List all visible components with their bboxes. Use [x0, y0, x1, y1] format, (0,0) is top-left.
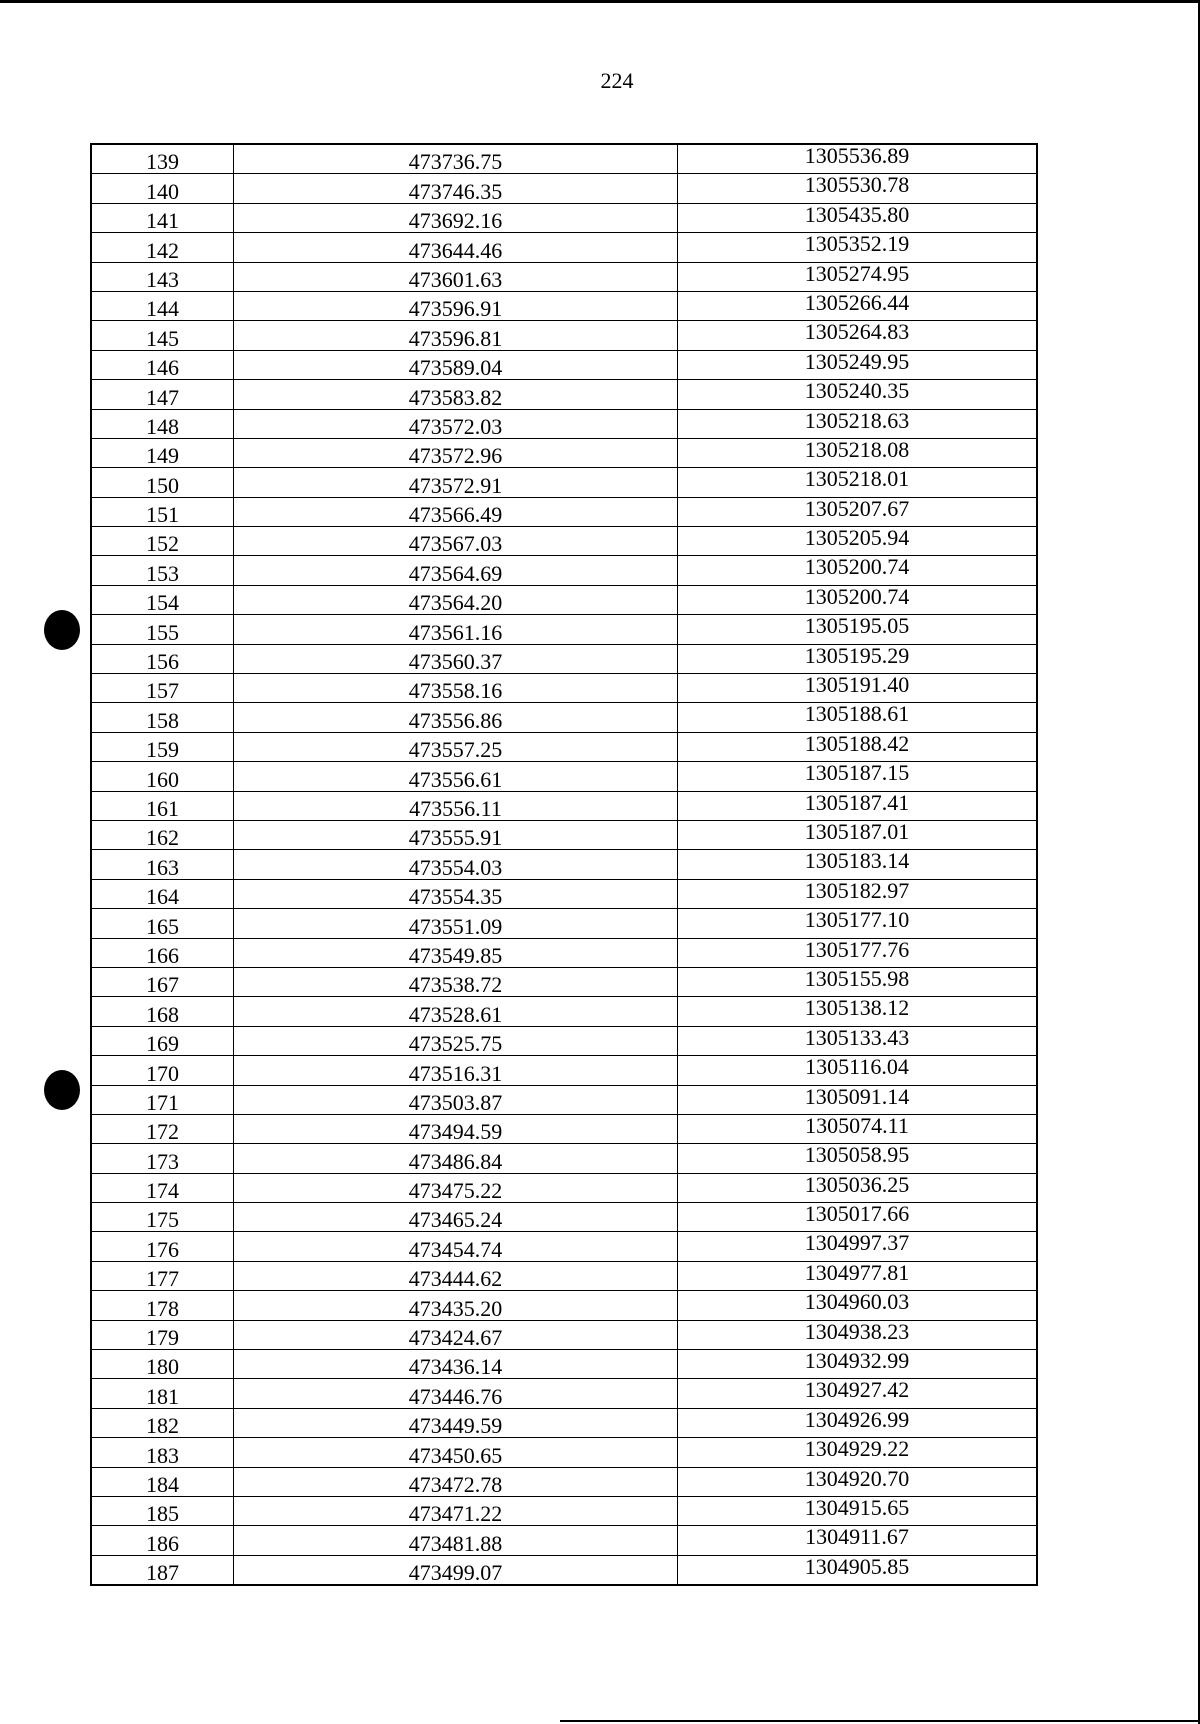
table-row [91, 997, 1037, 1026]
x-coordinate-cell: 473572.91 [234, 468, 678, 497]
y-coordinate-cell: 1305187.15 [678, 762, 1038, 791]
table-row [91, 1555, 1037, 1585]
bottom-edge-line [560, 1720, 1200, 1722]
y-coordinate-cell: 1305218.63 [678, 409, 1038, 438]
x-coordinate-cell: 473549.85 [234, 938, 678, 967]
table-row [91, 967, 1037, 996]
y-coordinate-cell: 1305188.42 [678, 732, 1038, 761]
table-row [91, 291, 1037, 320]
table-row [91, 938, 1037, 967]
x-coordinate-cell: 473475.22 [234, 1173, 678, 1202]
table-row [91, 1232, 1037, 1261]
y-coordinate-cell: 1305188.61 [678, 703, 1038, 732]
table-row [91, 1467, 1037, 1496]
table-row [91, 233, 1037, 262]
point-number-cell: 161 [91, 791, 234, 820]
point-number-cell: 175 [91, 1203, 234, 1232]
y-coordinate-cell: 1305155.98 [678, 967, 1038, 996]
y-coordinate-cell: 1305274.95 [678, 262, 1038, 291]
point-number-cell: 186 [91, 1526, 234, 1555]
point-number-cell: 173 [91, 1144, 234, 1173]
y-coordinate-cell: 1304997.37 [678, 1232, 1038, 1261]
x-coordinate-cell: 473566.49 [234, 497, 678, 526]
table-row [91, 438, 1037, 467]
x-coordinate-cell: 473556.11 [234, 791, 678, 820]
y-coordinate-cell: 1305249.95 [678, 350, 1038, 379]
x-coordinate-cell: 473471.22 [234, 1496, 678, 1525]
y-coordinate-cell: 1305177.76 [678, 938, 1038, 967]
point-number-cell: 145 [91, 321, 234, 350]
table-row [91, 644, 1037, 673]
y-coordinate-cell: 1304911.67 [678, 1526, 1038, 1555]
y-coordinate-cell: 1305036.25 [678, 1173, 1038, 1202]
table-row [91, 1056, 1037, 1085]
x-coordinate-cell: 473557.25 [234, 732, 678, 761]
x-coordinate-cell: 473516.31 [234, 1056, 678, 1085]
x-coordinate-cell: 473444.62 [234, 1261, 678, 1290]
coordinates-table [90, 143, 1038, 1586]
table-row [91, 1026, 1037, 1055]
table-row [91, 762, 1037, 791]
y-coordinate-cell: 1305200.74 [678, 585, 1038, 614]
x-coordinate-cell: 473564.69 [234, 556, 678, 585]
x-coordinate-cell: 473450.65 [234, 1438, 678, 1467]
x-coordinate-cell: 473561.16 [234, 615, 678, 644]
point-number-cell: 187 [91, 1555, 234, 1585]
x-coordinate-cell: 473601.63 [234, 262, 678, 291]
x-coordinate-cell: 473560.37 [234, 644, 678, 673]
point-number-cell: 179 [91, 1320, 234, 1349]
x-coordinate-cell: 473424.67 [234, 1320, 678, 1349]
table-row [91, 1379, 1037, 1408]
punch-hole [44, 610, 80, 650]
y-coordinate-cell: 1304915.65 [678, 1496, 1038, 1525]
table-row [91, 556, 1037, 585]
x-coordinate-cell: 473446.76 [234, 1379, 678, 1408]
y-coordinate-cell: 1305183.14 [678, 850, 1038, 879]
point-number-cell: 140 [91, 174, 234, 203]
y-coordinate-cell: 1304960.03 [678, 1291, 1038, 1320]
table-row [91, 1526, 1037, 1555]
y-coordinate-cell: 1305191.40 [678, 674, 1038, 703]
y-coordinate-cell: 1304905.85 [678, 1555, 1038, 1585]
point-number-cell: 167 [91, 967, 234, 996]
point-number-cell: 156 [91, 644, 234, 673]
x-coordinate-cell: 473554.03 [234, 850, 678, 879]
point-number-cell: 152 [91, 527, 234, 556]
table-row [91, 1496, 1037, 1525]
y-coordinate-cell: 1305058.95 [678, 1144, 1038, 1173]
y-coordinate-cell: 1305074.11 [678, 1114, 1038, 1143]
x-coordinate-cell: 473503.87 [234, 1085, 678, 1114]
table-row [91, 820, 1037, 849]
y-coordinate-cell: 1305264.83 [678, 321, 1038, 350]
table-row [91, 380, 1037, 409]
point-number-cell: 150 [91, 468, 234, 497]
x-coordinate-cell: 473572.96 [234, 438, 678, 467]
point-number-cell: 153 [91, 556, 234, 585]
y-coordinate-cell: 1305182.97 [678, 879, 1038, 908]
point-number-cell: 165 [91, 909, 234, 938]
point-number-cell: 170 [91, 1056, 234, 1085]
y-coordinate-cell: 1304927.42 [678, 1379, 1038, 1408]
x-coordinate-cell: 473435.20 [234, 1291, 678, 1320]
table-row [91, 262, 1037, 291]
x-coordinate-cell: 473556.86 [234, 703, 678, 732]
x-coordinate-cell: 473538.72 [234, 967, 678, 996]
table-row [91, 321, 1037, 350]
x-coordinate-cell: 473465.24 [234, 1203, 678, 1232]
x-coordinate-cell: 473454.74 [234, 1232, 678, 1261]
table-row [91, 732, 1037, 761]
coordinates-table-body [91, 144, 1037, 1585]
x-coordinate-cell: 473736.75 [234, 144, 678, 174]
point-number-cell: 164 [91, 879, 234, 908]
table-row [91, 1438, 1037, 1467]
point-number-cell: 155 [91, 615, 234, 644]
x-coordinate-cell: 473494.59 [234, 1114, 678, 1143]
x-coordinate-cell: 473554.35 [234, 879, 678, 908]
x-coordinate-cell: 473528.61 [234, 997, 678, 1026]
x-coordinate-cell: 473558.16 [234, 674, 678, 703]
x-coordinate-cell: 473436.14 [234, 1350, 678, 1379]
y-coordinate-cell: 1305218.08 [678, 438, 1038, 467]
y-coordinate-cell: 1305536.89 [678, 144, 1038, 174]
table-row [91, 144, 1037, 174]
y-coordinate-cell: 1305195.29 [678, 644, 1038, 673]
point-number-cell: 163 [91, 850, 234, 879]
point-number-cell: 168 [91, 997, 234, 1026]
punch-hole [44, 1070, 80, 1110]
x-coordinate-cell: 473583.82 [234, 380, 678, 409]
y-coordinate-cell: 1305195.05 [678, 615, 1038, 644]
point-number-cell: 184 [91, 1467, 234, 1496]
point-number-cell: 142 [91, 233, 234, 262]
y-coordinate-cell: 1305200.74 [678, 556, 1038, 585]
y-coordinate-cell: 1305207.67 [678, 497, 1038, 526]
x-coordinate-cell: 473556.61 [234, 762, 678, 791]
table-row [91, 674, 1037, 703]
y-coordinate-cell: 1304932.99 [678, 1350, 1038, 1379]
y-coordinate-cell: 1305138.12 [678, 997, 1038, 1026]
point-number-cell: 139 [91, 144, 234, 174]
x-coordinate-cell: 473486.84 [234, 1144, 678, 1173]
y-coordinate-cell: 1305352.19 [678, 233, 1038, 262]
y-coordinate-cell: 1305205.94 [678, 527, 1038, 556]
table-row [91, 174, 1037, 203]
x-coordinate-cell: 473746.35 [234, 174, 678, 203]
table-row [91, 585, 1037, 614]
point-number-cell: 166 [91, 938, 234, 967]
point-number-cell: 160 [91, 762, 234, 791]
y-coordinate-cell: 1305091.14 [678, 1085, 1038, 1114]
x-coordinate-cell: 473589.04 [234, 350, 678, 379]
y-coordinate-cell: 1305435.80 [678, 203, 1038, 232]
table-row [91, 527, 1037, 556]
point-number-cell: 185 [91, 1496, 234, 1525]
table-row [91, 1350, 1037, 1379]
point-number-cell: 146 [91, 350, 234, 379]
table-row [91, 879, 1037, 908]
y-coordinate-cell: 1304926.99 [678, 1408, 1038, 1437]
table-row [91, 350, 1037, 379]
x-coordinate-cell: 473596.81 [234, 321, 678, 350]
table-row [91, 1291, 1037, 1320]
x-coordinate-cell: 473572.03 [234, 409, 678, 438]
point-number-cell: 158 [91, 703, 234, 732]
table-row [91, 203, 1037, 232]
point-number-cell: 178 [91, 1291, 234, 1320]
x-coordinate-cell: 473644.46 [234, 233, 678, 262]
x-coordinate-cell: 473596.91 [234, 291, 678, 320]
point-number-cell: 149 [91, 438, 234, 467]
point-number-cell: 177 [91, 1261, 234, 1290]
y-coordinate-cell: 1305530.78 [678, 174, 1038, 203]
y-coordinate-cell: 1305187.41 [678, 791, 1038, 820]
y-coordinate-cell: 1305133.43 [678, 1026, 1038, 1055]
table-row [91, 1203, 1037, 1232]
point-number-cell: 147 [91, 380, 234, 409]
table-row [91, 409, 1037, 438]
point-number-cell: 171 [91, 1085, 234, 1114]
point-number-cell: 141 [91, 203, 234, 232]
point-number-cell: 174 [91, 1173, 234, 1202]
y-coordinate-cell: 1305266.44 [678, 291, 1038, 320]
table-row [91, 1114, 1037, 1143]
table-row [91, 703, 1037, 732]
table-row [91, 468, 1037, 497]
point-number-cell: 148 [91, 409, 234, 438]
table-row [91, 1144, 1037, 1173]
point-number-cell: 172 [91, 1114, 234, 1143]
x-coordinate-cell: 473564.20 [234, 585, 678, 614]
table-row [91, 1320, 1037, 1349]
table-row [91, 615, 1037, 644]
point-number-cell: 176 [91, 1232, 234, 1261]
point-number-cell: 154 [91, 585, 234, 614]
table-row [91, 791, 1037, 820]
table-row [91, 497, 1037, 526]
y-coordinate-cell: 1305218.01 [678, 468, 1038, 497]
x-coordinate-cell: 473481.88 [234, 1526, 678, 1555]
table-row [91, 1408, 1037, 1437]
y-coordinate-cell: 1304929.22 [678, 1438, 1038, 1467]
point-number-cell: 144 [91, 291, 234, 320]
x-coordinate-cell: 473472.78 [234, 1467, 678, 1496]
table-row [91, 1085, 1037, 1114]
y-coordinate-cell: 1305187.01 [678, 820, 1038, 849]
x-coordinate-cell: 473525.75 [234, 1026, 678, 1055]
point-number-cell: 181 [91, 1379, 234, 1408]
x-coordinate-cell: 473692.16 [234, 203, 678, 232]
table-row [91, 1173, 1037, 1202]
point-number-cell: 162 [91, 820, 234, 849]
point-number-cell: 183 [91, 1438, 234, 1467]
y-coordinate-cell: 1305017.66 [678, 1203, 1038, 1232]
point-number-cell: 169 [91, 1026, 234, 1055]
x-coordinate-cell: 473449.59 [234, 1408, 678, 1437]
y-coordinate-cell: 1304920.70 [678, 1467, 1038, 1496]
y-coordinate-cell: 1304977.81 [678, 1261, 1038, 1290]
table-row [91, 909, 1037, 938]
x-coordinate-cell: 473551.09 [234, 909, 678, 938]
table-row [91, 1261, 1037, 1290]
point-number-cell: 151 [91, 497, 234, 526]
point-number-cell: 159 [91, 732, 234, 761]
x-coordinate-cell: 473567.03 [234, 527, 678, 556]
table-row [91, 850, 1037, 879]
point-number-cell: 143 [91, 262, 234, 291]
y-coordinate-cell: 1305240.35 [678, 380, 1038, 409]
x-coordinate-cell: 473499.07 [234, 1555, 678, 1585]
y-coordinate-cell: 1304938.23 [678, 1320, 1038, 1349]
y-coordinate-cell: 1305116.04 [678, 1056, 1038, 1085]
point-number-cell: 182 [91, 1408, 234, 1437]
point-number-cell: 157 [91, 674, 234, 703]
point-number-cell: 180 [91, 1350, 234, 1379]
x-coordinate-cell: 473555.91 [234, 820, 678, 849]
page-number: 224 [600, 68, 634, 93]
y-coordinate-cell: 1305177.10 [678, 909, 1038, 938]
